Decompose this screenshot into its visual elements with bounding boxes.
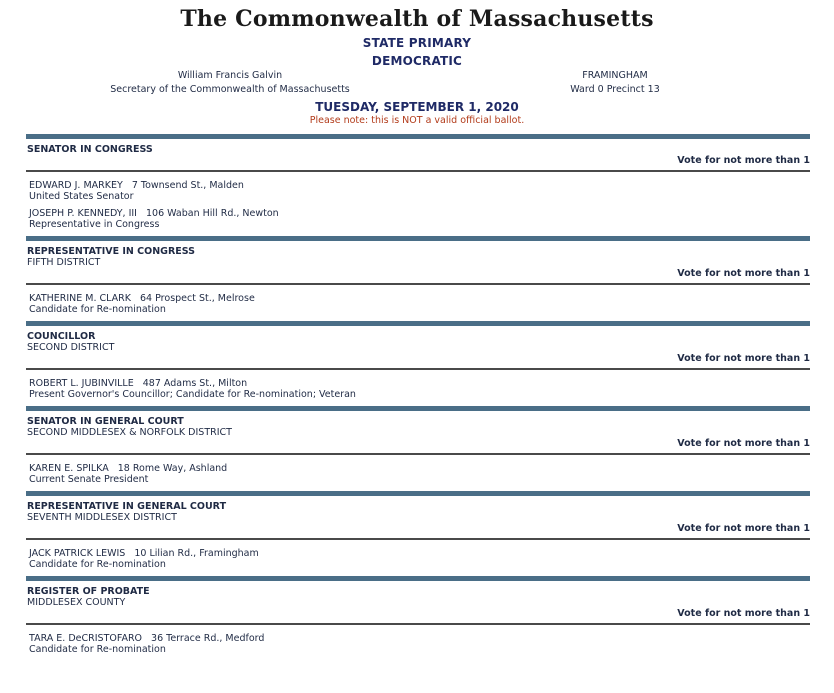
candidate-line [29, 293, 810, 304]
candidate-line [29, 548, 810, 559]
candidate-line [29, 180, 810, 191]
locality-name: FRAMINGHAM [582, 70, 648, 81]
election-type: STATE PRIMARY [362, 36, 472, 50]
ballot-header [0, 0, 834, 130]
candidate-name: EDWARD J. MARKEY [29, 180, 123, 191]
offices-list [26, 134, 810, 661]
office-section [26, 134, 810, 230]
candidate-description: United States Senator [29, 191, 134, 202]
office-separator [26, 453, 810, 455]
candidate-address: 10 Lilian Rd., Framingham [134, 548, 259, 559]
candidate-description: Candidate for Re-nomination [29, 304, 166, 315]
candidate-entry [26, 548, 810, 570]
candidate-address: 487 Adams St., Milton [142, 378, 248, 389]
candidate-entry [26, 293, 810, 315]
candidate-address: 7 Townsend St., Malden [131, 180, 244, 191]
office-name: COUNCILLOR [27, 331, 96, 342]
office-divider-bar [26, 321, 810, 326]
office-name: REGISTER OF PROBATE [27, 586, 150, 597]
office-separator [26, 283, 810, 285]
vote-for-label: Vote for not more than 1 [677, 523, 810, 534]
office-section [26, 576, 810, 655]
candidate-line [29, 463, 810, 474]
candidate-line [29, 633, 810, 644]
vote-for-label: Vote for not more than 1 [677, 353, 810, 364]
office-separator [26, 170, 810, 172]
party-name: DEMOCRATIC [371, 54, 463, 68]
office-name: REPRESENTATIVE IN GENERAL COURT [27, 501, 227, 512]
candidate-line [29, 378, 810, 389]
candidate-description: Candidate for Re-nomination [29, 559, 166, 570]
candidate-entry [26, 208, 810, 230]
candidate-name: JOSEPH P. KENNEDY, III [29, 208, 137, 219]
vote-for-label: Vote for not more than 1 [677, 268, 810, 279]
official-title: Secretary of the Commonwealth of Massachusetts [110, 84, 350, 95]
candidate-description: Present Governor's Councillor; Candidate for Re-nomination; Veteran [29, 389, 356, 400]
office-section [26, 321, 810, 400]
office-section [26, 236, 810, 315]
candidate-name: TARA E. DeCRISTOFARO [29, 633, 143, 644]
candidate-name: KAREN E. SPILKA [29, 463, 109, 474]
office-divider-bar [26, 491, 810, 496]
candidate-address: 64 Prospect St., Melrose [140, 293, 255, 304]
candidate-description: Representative in Congress [29, 219, 160, 230]
candidate-entry [26, 633, 810, 655]
election-date: TUESDAY, SEPTEMBER 1, 2020 [315, 100, 519, 114]
candidate-line [29, 208, 810, 219]
candidate-address: 36 Terrace Rd., Medford [151, 633, 265, 644]
vote-for-label: Vote for not more than 1 [677, 438, 810, 449]
office-separator [26, 623, 810, 625]
office-divider-bar [26, 406, 810, 411]
locality-block [540, 69, 690, 97]
candidate-address: 18 Rome Way, Ashland [117, 463, 228, 474]
candidate-entry [26, 180, 810, 202]
office-divider-bar [26, 236, 810, 241]
office-name: SENATOR IN GENERAL COURT [27, 416, 184, 427]
office-divider-bar [26, 134, 810, 139]
office-district: SECOND DISTRICT [27, 342, 115, 353]
office-divider-bar [26, 576, 810, 581]
official-name: William Francis Galvin [177, 70, 283, 81]
candidate-description: Current Senate President [29, 474, 149, 485]
office-district: FIFTH DISTRICT [27, 257, 101, 268]
official-block [80, 69, 380, 97]
ballot-title: The Commonwealth of Massachusetts [180, 6, 654, 32]
office-name: SENATOR IN CONGRESS [27, 144, 153, 155]
office-section [26, 491, 810, 570]
office-separator [26, 368, 810, 370]
office-district: SEVENTH MIDDLESEX DISTRICT [27, 512, 177, 523]
vote-for-label: Vote for not more than 1 [677, 155, 810, 166]
office-district: SECOND MIDDLESEX & NORFOLK DISTRICT [27, 427, 232, 438]
candidate-name: JACK PATRICK LEWIS [29, 548, 126, 559]
candidate-address: 106 Waban Hill Rd., Newton [145, 208, 279, 219]
office-district: MIDDLESEX COUNTY [27, 597, 126, 608]
office-separator [26, 538, 810, 540]
office-section [26, 406, 810, 485]
vote-for-label: Vote for not more than 1 [677, 608, 810, 619]
precinct-name: Ward 0 Precinct 13 [570, 84, 660, 95]
candidate-name: ROBERT L. JUBINVILLE [29, 378, 134, 389]
candidate-entry [26, 463, 810, 485]
office-name: REPRESENTATIVE IN CONGRESS [27, 246, 196, 257]
candidate-entry [26, 378, 810, 400]
candidate-description: Candidate for Re-nomination [29, 644, 166, 655]
candidate-name: KATHERINE M. CLARK [29, 293, 132, 304]
ballot-note: Please note: this is NOT a valid official ballot. [309, 115, 525, 126]
